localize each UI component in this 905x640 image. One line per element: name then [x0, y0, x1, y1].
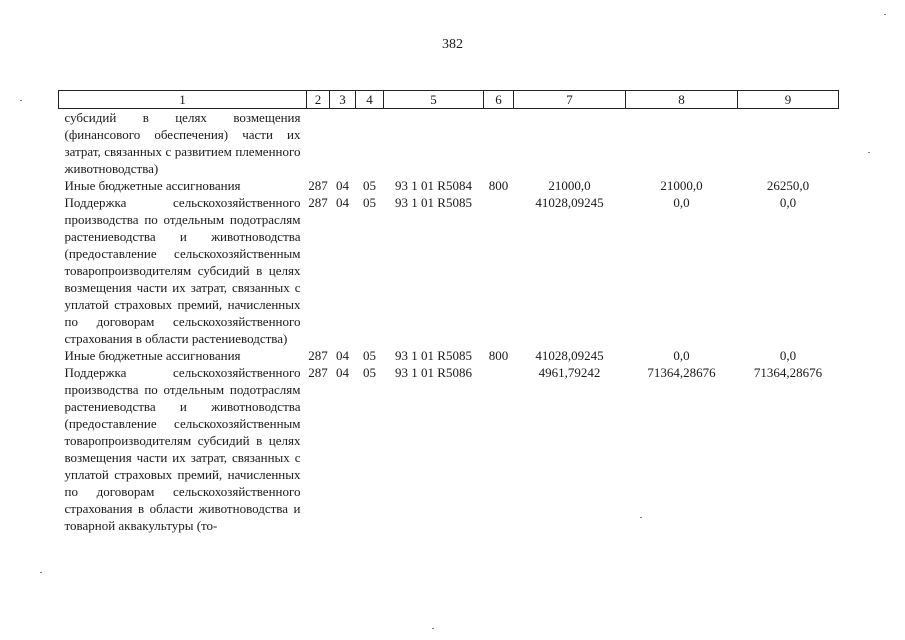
cell-ministry: 287 — [308, 195, 328, 210]
col-header-8: 8 — [626, 91, 738, 109]
col-header-2: 2 — [307, 91, 330, 109]
cell-amount-2 — [626, 109, 738, 178]
scan-speck — [640, 517, 642, 518]
cell-amount-2: 0,0 — [673, 195, 690, 210]
cell-amount-1 — [514, 109, 626, 178]
cell-expense-type — [484, 364, 514, 534]
cell-amount-2: 71364,28676 — [647, 365, 716, 380]
budget-table — [58, 90, 839, 534]
col-header-7: 7 — [514, 91, 626, 109]
cell-amount-1: 4961,79242 — [538, 365, 601, 380]
table-row — [59, 177, 839, 194]
header-row — [59, 91, 839, 109]
cell-expense-type — [484, 109, 514, 178]
col-header-9: 9 — [738, 91, 839, 109]
cell-amount-3: 26250,0 — [766, 178, 810, 193]
cell-target-article: 93 1 01 R5085 — [395, 195, 472, 210]
row-name: Поддержка сельскохозяйственного производства по отдельным подотраслям растениеводства и животноводства (предоставление сельскохозяйственным товаропроизводителям субсидий в целях возмещения части их затрат, связанных с уплатой страховых премий, начисленных по договорам сельскохозяйственного страхования в области животноводства и товарной аквакультуры (то- — [64, 365, 301, 533]
cell-amount-2: 0,0 — [673, 348, 690, 363]
cell-amount-1: 41028,09245 — [535, 348, 604, 363]
table-row — [59, 347, 839, 364]
table-row — [59, 109, 839, 178]
row-name: Иные бюджетные ассигнования — [64, 178, 241, 193]
row-name: Поддержка сельскохозяйственного производства по отдельным подотраслям растениеводства и животноводства (предоставление сельскохозяйственным товаропроизводителям субсидий в целях возмещения части их затрат, связанных с уплатой страховых премий, начисленных по договорам сельскохозяйственного страхования в области растениеводства) — [64, 195, 301, 346]
cell-ministry: 287 — [308, 348, 328, 363]
cell-ministry — [307, 109, 330, 178]
table-row — [59, 194, 839, 347]
cell-section: 04 — [336, 365, 349, 380]
cell-amount-3 — [738, 109, 839, 178]
scan-speck — [20, 100, 22, 101]
cell-target-article — [384, 109, 484, 178]
cell-section: 04 — [336, 348, 349, 363]
cell-subsection: 05 — [363, 365, 376, 380]
cell-amount-3: 0,0 — [779, 348, 797, 363]
col-header-4: 4 — [356, 91, 384, 109]
cell-target-article: 93 1 01 R5086 — [395, 365, 472, 380]
cell-amount-1: 21000,0 — [548, 178, 591, 193]
cell-subsection: 05 — [363, 195, 376, 210]
scan-speck — [432, 628, 434, 629]
cell-ministry: 287 — [308, 178, 328, 193]
cell-expense-type: 800 — [488, 178, 509, 193]
cell-expense-type — [484, 194, 514, 347]
table-row — [59, 364, 839, 534]
cell-subsection: 05 — [363, 348, 376, 363]
cell-subsection: 05 — [363, 178, 376, 193]
col-header-1: 1 — [59, 91, 307, 109]
row-name: субсидий в целях возмещения (финансового обеспечения) части их затрат, связанных с развитием племенного животноводства) — [64, 110, 301, 176]
cell-section: 04 — [336, 195, 349, 210]
col-header-6: 6 — [484, 91, 514, 109]
scan-speck — [40, 572, 42, 573]
cell-ministry: 287 — [308, 365, 328, 380]
cell-section: 04 — [336, 178, 349, 193]
cell-amount-2: 21000,0 — [660, 178, 703, 193]
scan-speck — [884, 14, 886, 15]
cell-amount-1: 41028,09245 — [535, 195, 604, 210]
cell-section — [330, 109, 356, 178]
cell-target-article: 93 1 01 R5085 — [395, 348, 472, 363]
page-number: 382 — [442, 37, 463, 52]
cell-amount-3: 71364,28676 — [753, 365, 823, 380]
cell-target-article: 93 1 01 R5084 — [395, 178, 472, 193]
cell-amount-3: 0,0 — [779, 195, 797, 210]
col-header-3: 3 — [330, 91, 356, 109]
cell-subsection — [356, 109, 384, 178]
row-name: Иные бюджетные ассигнования — [64, 348, 241, 363]
cell-expense-type: 800 — [488, 348, 509, 363]
scan-speck — [868, 152, 870, 153]
col-header-5: 5 — [384, 91, 484, 109]
